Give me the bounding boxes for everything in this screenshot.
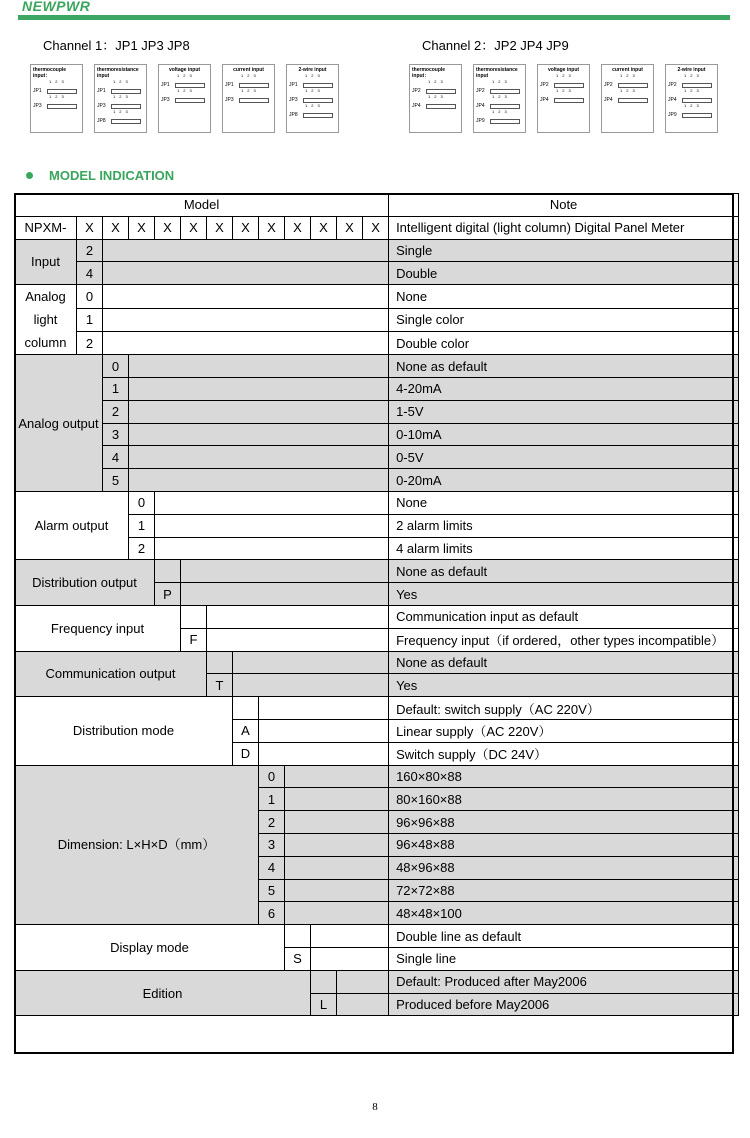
table-row <box>15 423 739 446</box>
option-code <box>155 560 181 583</box>
filler-cell <box>103 239 389 262</box>
note-cell: 1-5V <box>389 400 739 423</box>
option-code <box>181 605 207 628</box>
model-code-placeholder: X <box>129 216 155 239</box>
note-cell: Single line <box>389 947 739 970</box>
jumper-card-title: voltage input <box>547 67 580 73</box>
jumper-block <box>303 113 333 118</box>
option-code: 2 <box>129 537 155 560</box>
jumper-label: JP4 <box>476 103 485 109</box>
note-cell: None as default <box>389 651 739 674</box>
jumper-card <box>537 64 590 133</box>
jumper-row <box>540 97 587 103</box>
jumper-block <box>111 104 141 109</box>
jumper-block <box>490 89 520 94</box>
model-code-placeholder: X <box>77 216 103 239</box>
channel-2-jumper-diagrams <box>409 64 718 133</box>
jumper-label: JP3 <box>225 97 234 103</box>
option-code <box>311 970 337 993</box>
filler-cell <box>285 856 389 879</box>
section-heading <box>26 168 174 183</box>
filler-cell <box>285 879 389 902</box>
note-cell: Linear supply（AC 220V） <box>389 719 739 742</box>
note-cell: 0-20mA <box>389 469 739 492</box>
option-code <box>285 925 311 948</box>
model-header: Model <box>15 194 389 217</box>
table-row <box>15 262 739 285</box>
filler-cell <box>207 605 389 628</box>
pin-numbers: 123 <box>113 94 132 99</box>
option-code: 2 <box>259 811 285 834</box>
option-code: 4 <box>77 262 103 285</box>
option-code: 4 <box>259 856 285 879</box>
model-code-placeholder: X <box>337 216 363 239</box>
jumper-label: JP3 <box>97 103 106 109</box>
model-code-placeholder: X <box>259 216 285 239</box>
filler-cell <box>181 560 389 583</box>
note-cell: None <box>389 285 739 308</box>
jumper-card-title: 2-wire input <box>298 67 327 73</box>
table-row <box>15 239 739 262</box>
jumper-block <box>554 83 584 88</box>
jumper-block <box>111 119 141 124</box>
pin-numbers: 123 <box>113 109 132 114</box>
pin-numbers: 123 <box>620 73 639 78</box>
filler-cell <box>233 651 389 674</box>
note-cell: None as default <box>389 355 739 378</box>
note-cell: 96×96×88 <box>389 811 739 834</box>
jumper-row <box>161 97 208 103</box>
table-row <box>15 377 739 400</box>
group-label: Distribution mode <box>15 697 233 765</box>
filler-cell <box>233 674 389 697</box>
filler-cell <box>259 697 389 720</box>
jumper-label: JP3 <box>33 103 42 109</box>
filler-cell <box>285 811 389 834</box>
pin-numbers: 123 <box>684 88 703 93</box>
option-code: D <box>233 742 259 765</box>
note-cell: Frequency input（if ordered，other types incompatible） <box>389 628 739 651</box>
header-rule <box>18 15 730 20</box>
option-code: 4 <box>103 446 129 469</box>
jumper-row <box>668 112 715 118</box>
note-cell: 72×72×88 <box>389 879 739 902</box>
jumper-block <box>426 104 456 109</box>
jumper-block <box>490 119 520 124</box>
filler-cell <box>129 355 389 378</box>
jumper-label: JP9 <box>476 118 485 124</box>
pin-numbers: 123 <box>492 79 511 84</box>
note-cell: Yes <box>389 583 739 606</box>
jumper-card-title: voltage input <box>168 67 201 73</box>
jumper-block <box>682 113 712 118</box>
note-cell: 0-10mA <box>389 423 739 446</box>
table-row <box>15 446 739 469</box>
option-code: 3 <box>259 833 285 856</box>
group-label: Distribution output <box>15 560 155 606</box>
table-row <box>15 308 739 331</box>
jumper-row <box>289 112 336 118</box>
jumper-block <box>554 98 584 103</box>
jumper-row <box>476 118 523 124</box>
group-label: Dimension: L×H×D（mm） <box>15 765 259 925</box>
filler-cell <box>129 377 389 400</box>
pin-numbers: 123 <box>556 88 575 93</box>
note-cell: Single <box>389 239 739 262</box>
note-cell: 48×48×100 <box>389 902 739 925</box>
jumper-block <box>490 104 520 109</box>
jumper-row <box>225 97 272 103</box>
filler-cell <box>103 262 389 285</box>
jumper-block <box>426 89 456 94</box>
table-row <box>15 355 739 378</box>
option-code <box>207 651 233 674</box>
jumper-card-title: 2-wire input <box>677 67 706 73</box>
jumper-row <box>604 97 651 103</box>
group-label: Display mode <box>15 925 285 971</box>
jumper-label: JP2 <box>412 88 421 94</box>
model-code-placeholder: X <box>181 216 207 239</box>
pin-numbers: 123 <box>241 88 260 93</box>
model-code-placeholder: X <box>103 216 129 239</box>
note-cell: Intelligent digital (light column) Digital Panel Meter <box>389 216 739 239</box>
jumper-label: JP3 <box>289 97 298 103</box>
jumper-card-title: thermoresistance input <box>476 67 518 79</box>
jumper-label: JP8 <box>97 118 106 124</box>
pin-numbers: 123 <box>113 79 132 84</box>
jumper-label: JP9 <box>668 112 677 118</box>
jumper-label: JP4 <box>412 103 421 109</box>
option-code: 5 <box>259 879 285 902</box>
brand-logo: NEWPWR <box>22 0 91 14</box>
jumper-block <box>111 89 141 94</box>
jumper-block <box>47 89 77 94</box>
note-cell: None as default <box>389 560 739 583</box>
pin-numbers: 123 <box>620 88 639 93</box>
model-code-placeholder: X <box>155 216 181 239</box>
filler-cell <box>155 491 389 514</box>
pin-numbers: 123 <box>49 94 68 99</box>
note-cell: Communication input as default <box>389 605 739 628</box>
filler-cell <box>129 423 389 446</box>
jumper-label: JP4 <box>604 97 613 103</box>
pin-numbers: 123 <box>241 73 260 78</box>
table-row <box>15 469 739 492</box>
pin-numbers: 123 <box>428 94 447 99</box>
pin-numbers: 123 <box>305 103 324 108</box>
option-code: F <box>181 628 207 651</box>
option-code: 3 <box>103 423 129 446</box>
note-cell: 80×160×88 <box>389 788 739 811</box>
jumper-card <box>158 64 211 133</box>
jumper-card <box>94 64 147 133</box>
pin-numbers: 123 <box>177 73 196 78</box>
filler-cell <box>311 925 389 948</box>
filler-cell <box>129 446 389 469</box>
note-cell: 2 alarm limits <box>389 514 739 537</box>
option-code <box>233 697 259 720</box>
jumper-label: JP1 <box>289 82 298 88</box>
model-code-placeholder: X <box>363 216 389 239</box>
table-row <box>15 560 739 583</box>
jumper-block <box>618 98 648 103</box>
jumper-card <box>222 64 275 133</box>
note-cell: Default: switch supply（AC 220V） <box>389 697 739 720</box>
jumper-block <box>239 98 269 103</box>
filler-cell <box>285 902 389 925</box>
jumper-block <box>175 98 205 103</box>
note-cell: Default: Produced after May2006 <box>389 970 739 993</box>
jumper-card <box>473 64 526 133</box>
option-code: S <box>285 947 311 970</box>
option-code: T <box>207 674 233 697</box>
jumper-label: JP1 <box>161 82 170 88</box>
option-code: 2 <box>77 331 103 354</box>
note-cell: Produced before May2006 <box>389 993 739 1016</box>
group-label: Alarm output <box>15 491 129 559</box>
filler-cell <box>155 537 389 560</box>
note-cell: 48×96×88 <box>389 856 739 879</box>
filler-cell <box>285 833 389 856</box>
pin-numbers: 123 <box>305 88 324 93</box>
jumper-label: JP4 <box>540 97 549 103</box>
note-cell: 0-5V <box>389 446 739 469</box>
model-code-placeholder: X <box>207 216 233 239</box>
jumper-card <box>30 64 83 133</box>
table-row <box>15 285 739 308</box>
filler-cell <box>155 514 389 537</box>
option-code: 2 <box>103 400 129 423</box>
bullet-icon <box>26 172 33 179</box>
group-label: Analog output <box>15 355 103 492</box>
note-cell: Double line as default <box>389 925 739 948</box>
note-cell: 4 alarm limits <box>389 537 739 560</box>
note-cell: Single color <box>389 308 739 331</box>
option-code: 5 <box>103 469 129 492</box>
filler-cell <box>103 331 389 354</box>
jumper-card <box>409 64 462 133</box>
table-row <box>15 970 739 993</box>
jumper-label: JP2 <box>668 82 677 88</box>
jumper-label: JP1 <box>33 88 42 94</box>
channel-1-jumper-diagrams <box>30 64 339 133</box>
group-label: Input <box>15 239 77 285</box>
table-header-row <box>15 194 739 217</box>
pin-numbers: 123 <box>684 103 703 108</box>
group-label: Analog light column <box>15 285 77 355</box>
note-cell: Double <box>389 262 739 285</box>
pin-numbers: 123 <box>177 88 196 93</box>
group-label: Frequency input <box>15 605 181 651</box>
jumper-label: JP2 <box>540 82 549 88</box>
jumper-row <box>33 103 80 109</box>
option-code: 1 <box>103 377 129 400</box>
option-code: 0 <box>129 491 155 514</box>
filler-cell <box>259 742 389 765</box>
jumper-row <box>412 103 459 109</box>
filler-cell <box>181 583 389 606</box>
note-cell: Double color <box>389 331 739 354</box>
option-code: P <box>155 583 181 606</box>
jumper-card-title: thermocouple input： <box>412 67 446 79</box>
pin-numbers: 123 <box>305 73 324 78</box>
jumper-card <box>601 64 654 133</box>
table-row <box>15 651 739 674</box>
channel-1-label: Channel 1：JP1 JP3 JP8 <box>43 38 190 53</box>
filler-cell <box>103 308 389 331</box>
option-code: A <box>233 719 259 742</box>
pin-numbers: 123 <box>492 94 511 99</box>
filler-cell <box>129 400 389 423</box>
jumper-block <box>175 83 205 88</box>
note-cell: Switch supply（DC 24V） <box>389 742 739 765</box>
filler-cell <box>259 719 389 742</box>
model-code-placeholder: X <box>285 216 311 239</box>
note-cell: 4-20mA <box>389 377 739 400</box>
table-row <box>15 216 739 239</box>
jumper-label: JP8 <box>289 112 298 118</box>
filler-cell <box>103 285 389 308</box>
jumper-label: JP1 <box>97 88 106 94</box>
note-cell: Yes <box>389 674 739 697</box>
option-code: 1 <box>259 788 285 811</box>
jumper-card-title: current input <box>612 67 643 73</box>
filler-cell <box>311 947 389 970</box>
pin-numbers: 123 <box>492 109 511 114</box>
jumper-card <box>286 64 339 133</box>
table-row <box>15 605 739 628</box>
note-cell: 160×80×88 <box>389 765 739 788</box>
model-code-placeholder: X <box>311 216 337 239</box>
group-label: Communication output <box>15 651 207 697</box>
table-row <box>15 331 739 354</box>
jumper-card-title: current input <box>233 67 264 73</box>
section-title: MODEL INDICATION <box>49 168 175 183</box>
table-row <box>15 765 739 788</box>
jumper-label: JP2 <box>476 88 485 94</box>
pin-numbers: 123 <box>684 73 703 78</box>
option-code: 6 <box>259 902 285 925</box>
filler-cell <box>285 788 389 811</box>
table-row <box>15 400 739 423</box>
note-cell: None <box>389 491 739 514</box>
jumper-card-title: thermoresistance input <box>97 67 139 79</box>
jumper-card <box>665 64 718 133</box>
option-code: 1 <box>129 514 155 537</box>
filler-cell <box>207 628 389 651</box>
jumper-label: JP2 <box>604 82 613 88</box>
jumper-label: JP4 <box>668 97 677 103</box>
jumper-label: JP3 <box>161 97 170 103</box>
jumper-block <box>239 83 269 88</box>
option-code: 0 <box>103 355 129 378</box>
jumper-block <box>682 98 712 103</box>
jumper-block <box>682 83 712 88</box>
filler-cell <box>129 469 389 492</box>
jumper-block <box>303 83 333 88</box>
channel-2-label: Channel 2：JP2 JP4 JP9 <box>422 38 569 53</box>
note-header: Note <box>389 194 739 217</box>
jumper-label: JP1 <box>225 82 234 88</box>
page-number: 8 <box>372 1101 378 1113</box>
pin-numbers: 123 <box>428 79 447 84</box>
option-code: 1 <box>77 308 103 331</box>
group-label: Edition <box>15 970 311 1016</box>
option-code: 0 <box>77 285 103 308</box>
note-cell: 96×48×88 <box>389 833 739 856</box>
option-code: L <box>311 993 337 1016</box>
jumper-block <box>47 104 77 109</box>
filler-cell <box>285 765 389 788</box>
filler-cell <box>337 970 389 993</box>
pin-numbers: 123 <box>556 73 575 78</box>
model-prefix: NPXM- <box>15 216 77 239</box>
jumper-block <box>618 83 648 88</box>
table-row <box>15 925 739 948</box>
option-code: 0 <box>259 765 285 788</box>
pin-numbers: 123 <box>49 79 68 84</box>
model-indication-table <box>14 193 739 1016</box>
filler-cell <box>337 993 389 1016</box>
jumper-block <box>303 98 333 103</box>
option-code: 2 <box>77 239 103 262</box>
jumper-card-title: thermocouple input： <box>33 67 67 79</box>
jumper-row <box>97 118 144 124</box>
table-row <box>15 491 739 514</box>
table-row <box>15 697 739 720</box>
model-code-placeholder: X <box>233 216 259 239</box>
